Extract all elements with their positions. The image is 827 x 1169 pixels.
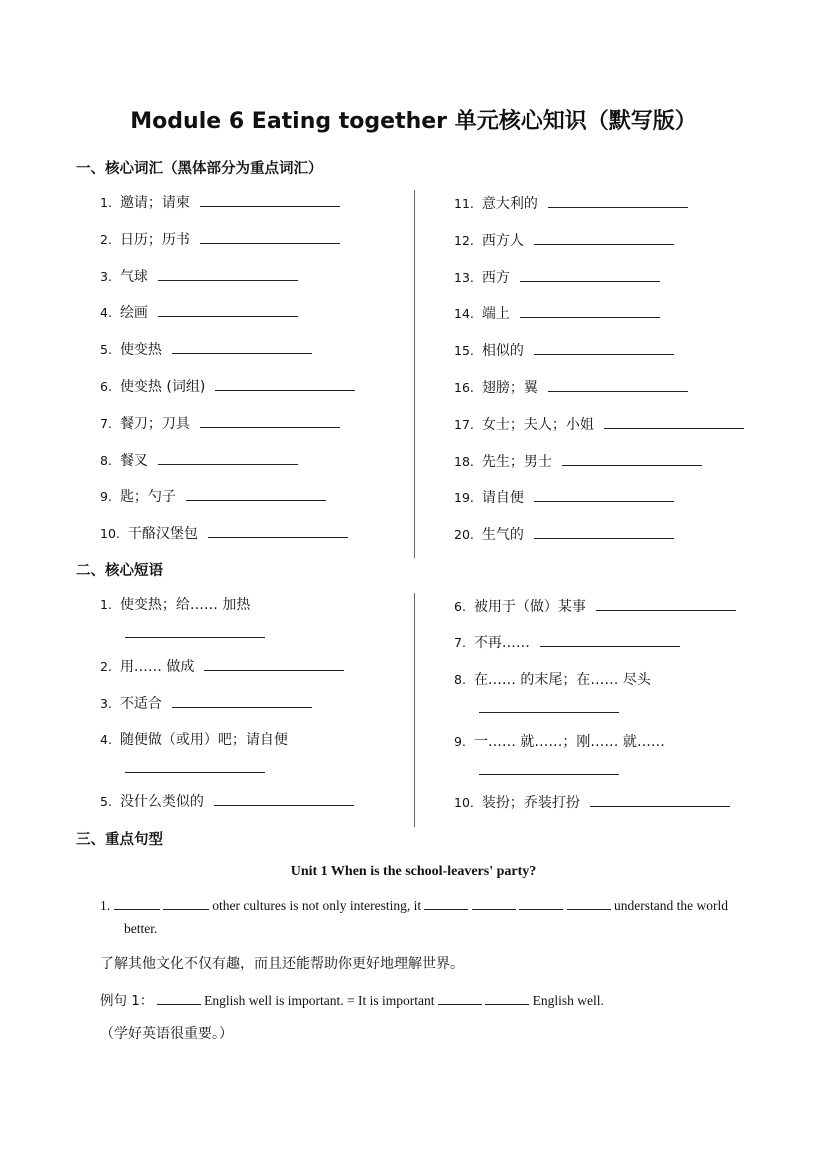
list-item bbox=[454, 193, 688, 213]
sentence-text: other cultures is not only interesting, it bbox=[212, 898, 422, 913]
answer-blank[interactable] bbox=[125, 772, 265, 773]
answer-blank[interactable] bbox=[479, 712, 619, 713]
answer-blank[interactable] bbox=[215, 376, 355, 391]
item-label: 餐刀；刀具 bbox=[119, 415, 190, 432]
column-divider bbox=[414, 190, 415, 558]
item-label: 绘画 bbox=[119, 305, 148, 322]
sentence-1-translation: 了解其他文化不仅有趣，而且还能帮助你更好地理解世界。 bbox=[100, 956, 464, 972]
sentence-text: understand the world bbox=[613, 898, 728, 913]
list-item bbox=[100, 376, 355, 396]
answer-blank[interactable] bbox=[200, 192, 340, 207]
item-number: 9. bbox=[100, 489, 112, 505]
blank[interactable] bbox=[157, 991, 201, 1005]
list-item bbox=[100, 192, 340, 212]
item-number: 20. bbox=[454, 527, 474, 543]
item-number: 9. bbox=[454, 734, 466, 749]
unit-title: Unit 1 When is the school-leavers' party? bbox=[290, 864, 537, 879]
answer-blank[interactable] bbox=[590, 792, 730, 807]
list-item bbox=[454, 303, 660, 323]
answer-blank[interactable] bbox=[596, 596, 736, 611]
list-item bbox=[100, 229, 340, 249]
item-number: 4. bbox=[100, 305, 112, 321]
answer-blank[interactable] bbox=[200, 229, 340, 244]
answer-blank[interactable] bbox=[172, 339, 312, 354]
item-label: 不适合 bbox=[119, 696, 162, 712]
list-item bbox=[100, 594, 250, 614]
item-number: 2. bbox=[100, 659, 112, 674]
list-item bbox=[454, 340, 674, 360]
answer-blank[interactable] bbox=[548, 377, 688, 392]
item-label: 生气的 bbox=[481, 527, 524, 544]
answer-blank[interactable] bbox=[520, 303, 660, 318]
answer-blank[interactable] bbox=[534, 340, 674, 355]
item-label: 一…… 就……；刚…… 就…… bbox=[473, 734, 665, 750]
list-item bbox=[454, 596, 736, 616]
item-number: 3. bbox=[100, 696, 112, 711]
blank[interactable] bbox=[438, 991, 482, 1005]
answer-blank[interactable] bbox=[534, 524, 674, 539]
item-label: 气球 bbox=[119, 268, 148, 285]
item-number: 6. bbox=[100, 379, 112, 394]
answer-blank[interactable] bbox=[200, 413, 340, 428]
item-label: 餐叉 bbox=[119, 452, 148, 469]
list-item bbox=[454, 414, 744, 434]
sentence-1 bbox=[100, 896, 728, 914]
answer-blank[interactable] bbox=[534, 230, 674, 245]
list-item bbox=[100, 339, 312, 359]
answer-blank[interactable] bbox=[208, 523, 348, 538]
item-label: 使变热 (词组) bbox=[119, 379, 206, 395]
item-label: 装扮；乔装打扮 bbox=[481, 795, 580, 811]
item-number: 4. bbox=[100, 732, 112, 747]
section-heading-vocabulary: 一、核心词汇（黑体部分为重点词汇） bbox=[76, 161, 323, 177]
item-number: 3. bbox=[100, 268, 112, 284]
blank[interactable] bbox=[163, 896, 209, 910]
answer-blank[interactable] bbox=[534, 487, 674, 502]
example-text: English well is important. = It is important bbox=[204, 993, 435, 1008]
list-item bbox=[454, 267, 660, 287]
item-label: 女士；夫人；小姐 bbox=[481, 416, 594, 433]
item-label: 西方 bbox=[481, 269, 510, 286]
item-number: 12. bbox=[454, 232, 474, 248]
blank[interactable] bbox=[485, 991, 529, 1005]
answer-blank[interactable] bbox=[158, 302, 298, 317]
list-item bbox=[100, 486, 326, 506]
item-label: 日历；历书 bbox=[119, 231, 190, 248]
item-label: 用…… 做成 bbox=[119, 659, 195, 675]
item-number: 1. bbox=[100, 597, 112, 612]
list-item bbox=[100, 413, 340, 433]
item-number: 10. bbox=[100, 526, 120, 542]
item-label: 邀请；请柬 bbox=[119, 195, 190, 211]
blank[interactable] bbox=[114, 896, 160, 910]
list-item bbox=[454, 632, 680, 652]
example-label: 例句 1： bbox=[100, 993, 154, 1009]
item-number: 2. bbox=[100, 231, 112, 247]
section-heading-phrases: 二、核心短语 bbox=[76, 563, 163, 579]
list-item bbox=[454, 451, 702, 471]
list-item bbox=[100, 302, 298, 322]
item-number: 5. bbox=[100, 794, 112, 809]
blank[interactable] bbox=[424, 896, 468, 910]
item-label: 西方人 bbox=[481, 232, 524, 249]
item-label: 翅膀；翼 bbox=[481, 380, 538, 396]
list-item bbox=[454, 487, 674, 507]
item-label: 被用于（做）某事 bbox=[473, 599, 586, 615]
section-heading-sentences: 三、重点句型 bbox=[76, 832, 163, 848]
item-label: 匙；勺子 bbox=[119, 489, 176, 506]
item-label: 随便做（或用）吧；请自便 bbox=[119, 732, 288, 748]
sentence-number: 1. bbox=[100, 898, 111, 913]
list-item bbox=[454, 669, 651, 689]
item-number: 7. bbox=[454, 635, 466, 650]
list-item bbox=[100, 450, 298, 470]
item-number: 17. bbox=[454, 416, 474, 432]
item-label: 先生；男士 bbox=[481, 453, 552, 470]
item-label: 使变热；给…… 加热 bbox=[119, 597, 251, 613]
item-label: 相似的 bbox=[481, 343, 524, 360]
item-label: 在…… 的末尾；在…… 尽头 bbox=[473, 672, 651, 688]
item-number: 7. bbox=[100, 415, 112, 431]
item-number: 8. bbox=[100, 452, 112, 468]
answer-blank[interactable] bbox=[548, 193, 688, 208]
item-label: 端上 bbox=[481, 306, 510, 323]
item-number: 18. bbox=[454, 453, 474, 469]
list-item bbox=[454, 731, 665, 751]
list-item bbox=[100, 266, 298, 286]
answer-blank[interactable] bbox=[479, 774, 619, 775]
item-number: 11. bbox=[454, 196, 474, 211]
item-label: 使变热 bbox=[119, 342, 162, 359]
answer-blank[interactable] bbox=[125, 637, 265, 638]
list-item bbox=[454, 377, 688, 397]
item-label: 没什么类似的 bbox=[119, 794, 204, 810]
blank[interactable] bbox=[567, 896, 611, 910]
list-item bbox=[100, 656, 344, 676]
example-1-translation: （学好英语很重要。） bbox=[100, 1026, 233, 1042]
blank[interactable] bbox=[472, 896, 516, 910]
item-number: 5. bbox=[100, 342, 112, 358]
list-item bbox=[100, 693, 312, 713]
list-item bbox=[100, 729, 288, 749]
answer-blank[interactable] bbox=[520, 267, 660, 282]
list-item bbox=[454, 230, 674, 250]
list-item bbox=[454, 792, 730, 812]
answer-blank[interactable] bbox=[214, 791, 354, 806]
item-number: 1. bbox=[100, 195, 112, 210]
item-number: 8. bbox=[454, 672, 466, 687]
answer-blank[interactable] bbox=[172, 693, 312, 708]
list-item bbox=[454, 524, 674, 544]
item-label: 干酪汉堡包 bbox=[127, 526, 198, 543]
item-number: 14. bbox=[454, 306, 474, 322]
answer-blank[interactable] bbox=[562, 451, 702, 466]
item-label: 意大利的 bbox=[481, 196, 538, 212]
example-1 bbox=[100, 989, 604, 1009]
sentence-1-continuation: better. bbox=[124, 921, 158, 936]
answer-blank[interactable] bbox=[186, 486, 326, 501]
example-text: English well. bbox=[532, 993, 604, 1008]
item-number: 6. bbox=[454, 599, 466, 614]
list-item bbox=[100, 523, 348, 543]
item-label: 请自便 bbox=[481, 490, 524, 507]
item-number: 19. bbox=[454, 490, 474, 506]
item-label: 不再…… bbox=[473, 635, 530, 651]
list-item bbox=[100, 791, 354, 811]
column-divider-2 bbox=[414, 593, 415, 827]
answer-blank[interactable] bbox=[204, 656, 344, 671]
answer-blank[interactable] bbox=[540, 632, 680, 647]
blank[interactable] bbox=[519, 896, 563, 910]
item-number: 16. bbox=[454, 380, 474, 395]
item-number: 15. bbox=[454, 343, 474, 359]
item-number: 10. bbox=[454, 795, 474, 810]
page-title: Module 6 Eating together 单元核心知识（默写版） bbox=[130, 109, 697, 134]
answer-blank[interactable] bbox=[604, 414, 744, 429]
answer-blank[interactable] bbox=[158, 450, 298, 465]
item-number: 13. bbox=[454, 269, 474, 285]
answer-blank[interactable] bbox=[158, 266, 298, 281]
